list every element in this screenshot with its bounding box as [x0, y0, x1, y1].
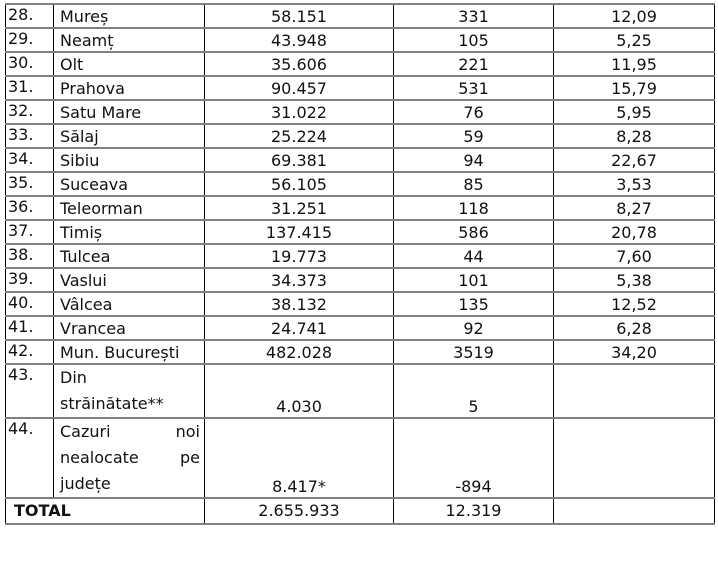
- county-name: Sibiu: [54, 148, 205, 172]
- row-number: 37.: [6, 220, 54, 244]
- row-number: 35.: [6, 172, 54, 196]
- row-number: 39.: [6, 268, 54, 292]
- cases-count: 59: [394, 124, 554, 148]
- population-value: 38.132: [205, 292, 394, 316]
- county-name: Vrancea: [54, 316, 205, 340]
- population-value: 69.381: [205, 148, 394, 172]
- incidence-rate: 6,28: [554, 316, 715, 340]
- cases-count: 85: [394, 172, 554, 196]
- county-name: Olt: [54, 52, 205, 76]
- population-value: 43.948: [205, 28, 394, 52]
- population-value: 482.028: [205, 340, 394, 364]
- population-value: 19.773: [205, 244, 394, 268]
- row-number: 41.: [6, 316, 54, 340]
- population-value: 137.415: [205, 220, 394, 244]
- row-number: 30.: [6, 52, 54, 76]
- county-name: Vâlcea: [54, 292, 205, 316]
- incidence-rate: [554, 364, 715, 418]
- table-row: [6, 52, 715, 76]
- population-value: 56.105: [205, 172, 394, 196]
- incidence-rate: 3,53: [554, 172, 715, 196]
- table-row-abroad: [6, 364, 715, 418]
- row-number: 44.: [6, 418, 54, 498]
- cases-count: 92: [394, 316, 554, 340]
- name-line: județe: [60, 474, 111, 493]
- incidence-rate: 20,78: [554, 220, 715, 244]
- incidence-rate: 8,27: [554, 196, 715, 220]
- cases-count: 5: [394, 364, 554, 418]
- row-number: 43.: [6, 364, 54, 418]
- population-value: 35.606: [205, 52, 394, 76]
- row-number: 34.: [6, 148, 54, 172]
- population-value: 31.022: [205, 100, 394, 124]
- population-value: 4.030: [205, 364, 394, 418]
- table-row: [6, 148, 715, 172]
- incidence-rate: 12,52: [554, 292, 715, 316]
- county-name: Suceava: [54, 172, 205, 196]
- population-value: 90.457: [205, 76, 394, 100]
- population-value: 34.373: [205, 268, 394, 292]
- county-name: Neamț: [54, 28, 205, 52]
- table-row: [6, 244, 715, 268]
- row-number: 40.: [6, 292, 54, 316]
- name-word: Cazuri: [60, 422, 111, 441]
- name-word: noi: [175, 422, 200, 441]
- county-name: Teleorman: [54, 196, 205, 220]
- cases-count: 94: [394, 148, 554, 172]
- county-name: Prahova: [54, 76, 205, 100]
- table-row-total: [6, 498, 715, 524]
- table-row: [6, 292, 715, 316]
- total-rate: [554, 498, 715, 524]
- cases-count: 3519: [394, 340, 554, 364]
- name-word: nealocate: [60, 448, 139, 467]
- total-cases: 12.319: [394, 498, 554, 524]
- name-line: Din: [60, 368, 87, 387]
- table-row: [6, 76, 715, 100]
- county-name: [54, 364, 205, 418]
- table-row: [6, 100, 715, 124]
- row-number: 29.: [6, 28, 54, 52]
- population-value: 25.224: [205, 124, 394, 148]
- county-name: Mureș: [54, 4, 205, 28]
- name-line: [60, 419, 200, 445]
- table-row: [6, 316, 715, 340]
- name-line: [60, 445, 200, 471]
- row-number: 33.: [6, 124, 54, 148]
- cases-count: 531: [394, 76, 554, 100]
- name-word: pe: [180, 448, 200, 467]
- incidence-rate: 12,09: [554, 4, 715, 28]
- cases-count: 135: [394, 292, 554, 316]
- incidence-rate: 8,28: [554, 124, 715, 148]
- incidence-rate: 5,25: [554, 28, 715, 52]
- county-name: Satu Mare: [54, 100, 205, 124]
- incidence-rate: 11,95: [554, 52, 715, 76]
- county-name: Tulcea: [54, 244, 205, 268]
- row-number: 32.: [6, 100, 54, 124]
- row-number: 31.: [6, 76, 54, 100]
- incidence-rate: 5,38: [554, 268, 715, 292]
- cases-count: 586: [394, 220, 554, 244]
- row-number: 36.: [6, 196, 54, 220]
- incidence-rate: 22,67: [554, 148, 715, 172]
- cases-count: 221: [394, 52, 554, 76]
- total-label: TOTAL: [6, 498, 205, 524]
- row-number: 42.: [6, 340, 54, 364]
- table-row-unallocated: [6, 418, 715, 498]
- cases-count: 118: [394, 196, 554, 220]
- county-name: [54, 418, 205, 498]
- county-name: Mun. București: [54, 340, 205, 364]
- table-row: [6, 4, 715, 28]
- table-row: [6, 124, 715, 148]
- incidence-rate: [554, 418, 715, 498]
- table-row: [6, 220, 715, 244]
- population-value: 8.417*: [205, 418, 394, 498]
- population-value: 58.151: [205, 4, 394, 28]
- cases-count: 105: [394, 28, 554, 52]
- row-number: 38.: [6, 244, 54, 268]
- incidence-rate: 7,60: [554, 244, 715, 268]
- cases-count: 101: [394, 268, 554, 292]
- incidence-rate: 5,95: [554, 100, 715, 124]
- table-row: [6, 268, 715, 292]
- county-name: Timiș: [54, 220, 205, 244]
- table-row: [6, 28, 715, 52]
- cases-count: 331: [394, 4, 554, 28]
- row-number: 28.: [6, 4, 54, 28]
- cases-count: -894: [394, 418, 554, 498]
- incidence-rate: 15,79: [554, 76, 715, 100]
- table-row: [6, 172, 715, 196]
- name-line: străinătate**: [60, 394, 164, 413]
- total-value: 2.655.933: [205, 498, 394, 524]
- county-statistics-table: [5, 3, 715, 525]
- table-row: [6, 196, 715, 220]
- population-value: 31.251: [205, 196, 394, 220]
- cases-count: 44: [394, 244, 554, 268]
- county-name: Vaslui: [54, 268, 205, 292]
- population-value: 24.741: [205, 316, 394, 340]
- cases-count: 76: [394, 100, 554, 124]
- incidence-rate: 34,20: [554, 340, 715, 364]
- county-name: Sălaj: [54, 124, 205, 148]
- table-row: [6, 340, 715, 364]
